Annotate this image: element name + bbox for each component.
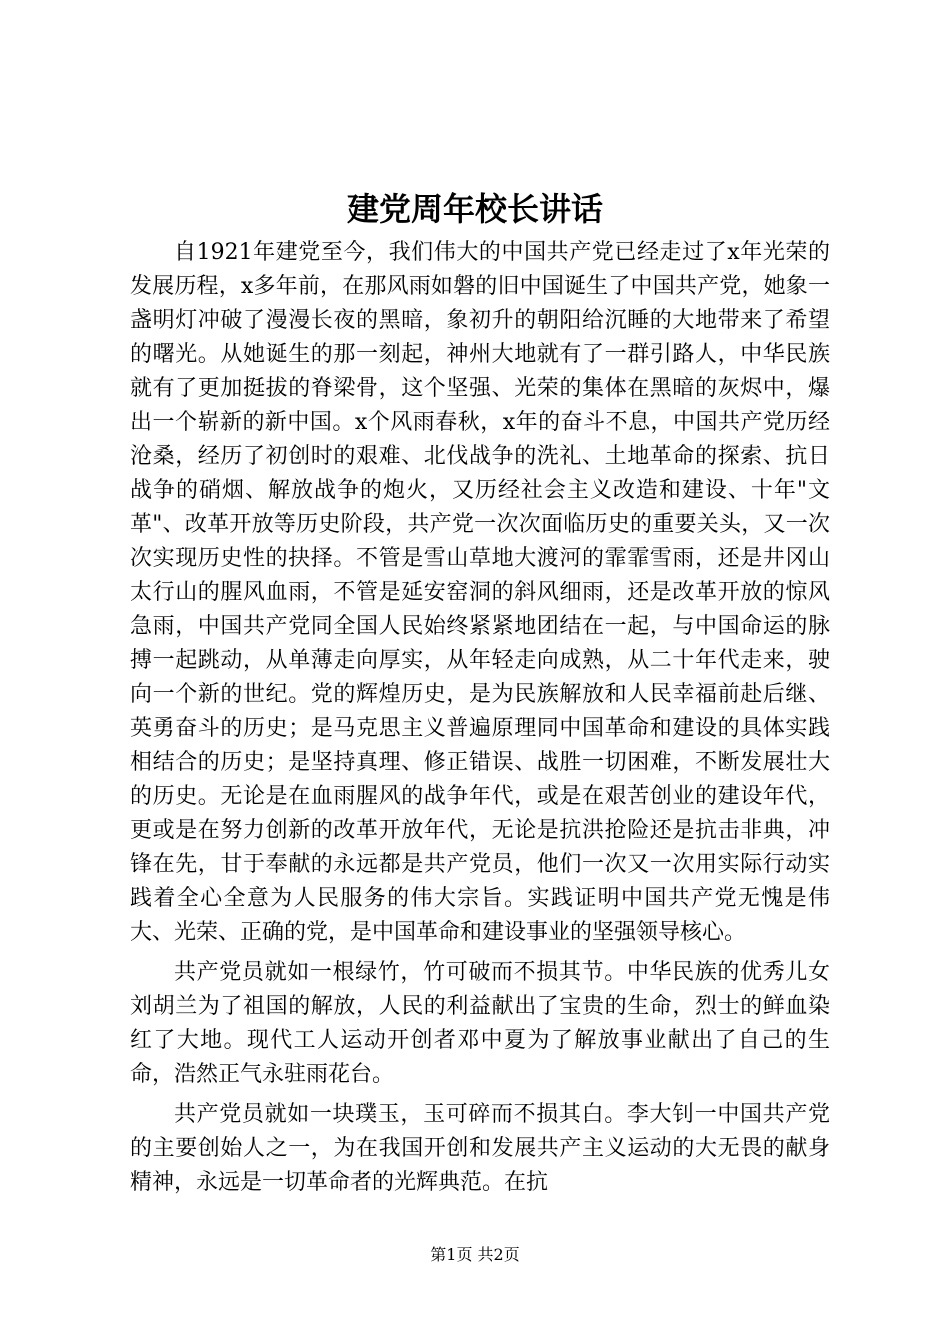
page-number-footer: 第1页 共2页 xyxy=(430,1245,520,1264)
document-title: 建党周年校长讲话 xyxy=(346,190,603,228)
paragraph-1: 自1921年建党至今，我们伟大的中国共产党已经走过了x年光荣的发展历程，x多年前，在那风雨如磐的旧中国诞生了中国共产党，她象一盏明灯冲破了漫漫长夜的黑暗，象初升的朝阳给沉睡的大地带来了希望的曙光。从她诞生的那一刻起，神州大地就有了一群引路人，中华民族就有了更加挺拔的脊梁骨，这个坚强、光荣的集体在黑暗的灰烬中，爆出一个崭新的新中国。x个风雨春秋，x年的奋斗不息，中国共产党历经沧桑，经历了初创时的艰难、北伐战争的洗礼、土地革命的探索、抗日战争的硝烟、解放战争的炮火，又历经社会主义改造和建设、十年"文革"、改革开放等历史阶段，共产党一次次面临历史的重要关头，又一次次实现历史性的抉择。不管是雪山草地大渡河的霏霏雪雨，还是井冈山太行山的腥风血雨，不管是延安窑洞的斜风细雨，还是改革开放的惊风急雨，中国共产党同全国人民始终紧紧地团结在一起，与中国命运的脉搏一起跳动，从单薄走向厚实，从年轻走向成熟，从二十年代走来，驶向一个新的世纪。党的辉煌历史，是为民族解放和人民幸福前赴后继、英勇奋斗的历史；是马克思主义普遍原理同中国革命和建设的具体实践相结合的历史；是坚持真理、修正错误、战胜一切困难，不断发展壮大的历史。无论是在血雨腥风的战争年代，或是在艰苦创业的建设年代，更或是在努力创新的改革开放年代，无论是抗洪抢险还是抗击非典，冲锋在先，甘于奉献的永远都是共产党员，他们一次又一次用实际行动实践着全心全意为人民服务的伟大宗旨。实践证明中国共产党无愧是伟大、光荣、正确的党，是中国革命和建设事业的坚强领导核心。 xyxy=(130,240,830,945)
paragraph-2: 共产党员就如一根绿竹，竹可破而不损其节。中华民族的优秀儿女刘胡兰为了祖国的解放，人民的利益献出了宝贵的生命，烈士的鲜血染红了大地。现代工人运动开创者邓中夏为了解放事业献出了自己的生命，浩然正气永驻雨花台。 xyxy=(130,960,830,1087)
document-body xyxy=(130,236,830,1200)
paragraph-3: 共产党员就如一块璞玉，玉可碎而不损其白。李大钊一中国共产党的主要创始人之一，为在我国开创和发展共产主义运动的大无畏的献身精神，永远是一切革命者的光辉典范。在抗 xyxy=(130,1102,830,1195)
